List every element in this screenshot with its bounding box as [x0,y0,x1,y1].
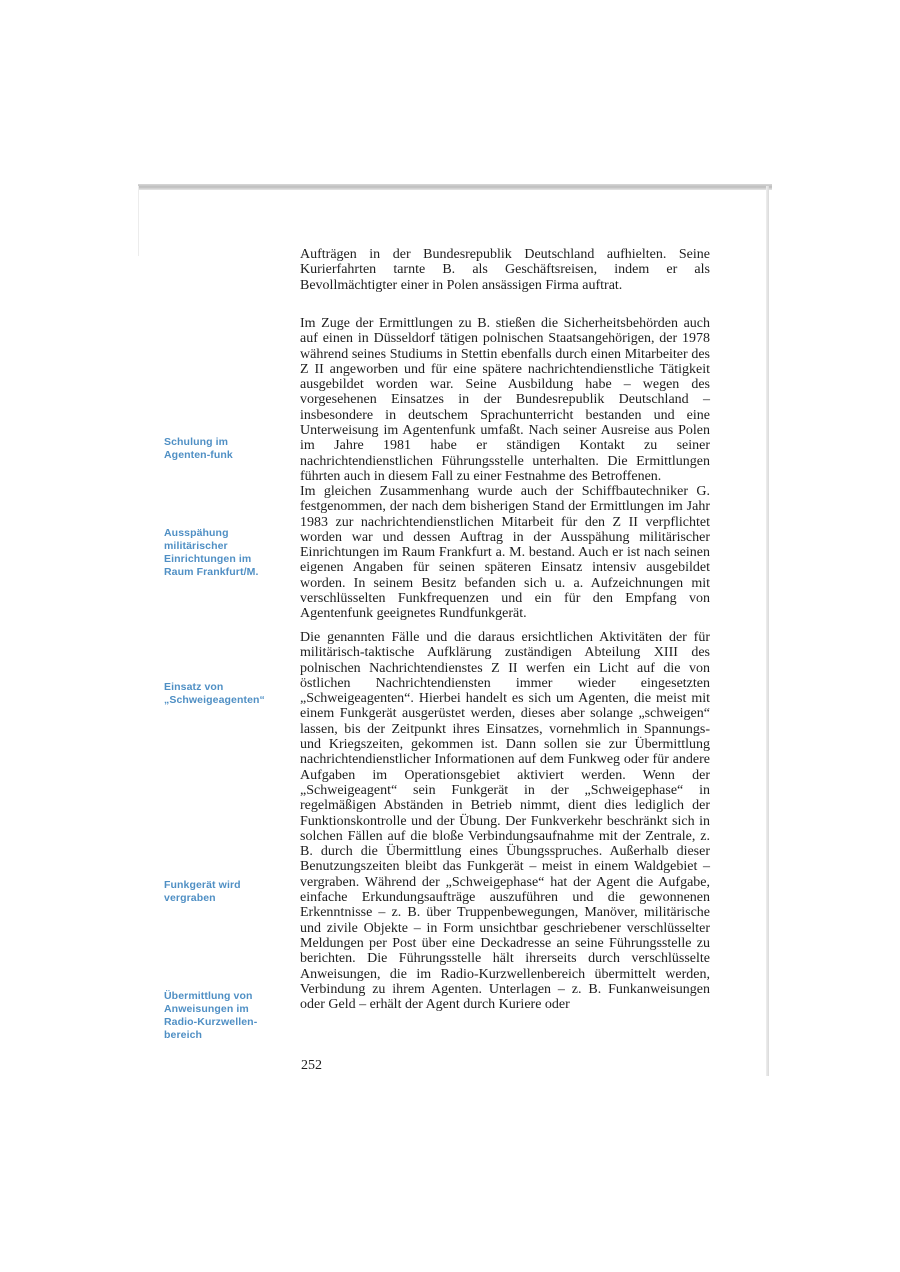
paragraph-text: Im Zuge der Ermittlungen zu B. stießen die Sicherheitsbehörden auch auf einen in Düsseldorf tätigen polnischen Staatsangehörigen, der 1978 während seines Studiums in Stettin ebenfalls durch einen Mitarbeiter des Z II angeworben und für eine spätere nachrichtendienstliche Tätigkeit ausgebildet worden war. Seine Ausbildung habe – wegen des vorgesehenen Einsatzes in der Bundesrepublik Deutschland – insbesondere in deutschem Sprachunterricht bestanden und eine Unterweisung im Agentenfunk umfaßt. Nach seiner Ausreise aus Polen im Jahre 1981 habe er ständigen Kontakt zu seiner nachrichtendienstlichen Führungsstelle unterhalten. Die Ermittlungen führten auch in diesem Fall zu einer Festnahme des Betroffenen. [300,316,710,484]
page-number: 252 [301,1058,322,1073]
paragraph-text: Die genannten Fälle und die daraus ersichtlichen Aktivitäten der für militärisch-taktische Aufklärung zuständigen Abteilung XIII des polnischen Nachrichtendienstes Z II werfen ein Licht auf die von östlichen Nachrichtendiensten immer wieder eingesetzten „Schweigeagenten“. Hierbei handelt es sich um Agenten, die meist mit einem Funkgerät ausgerüstet werden, dieses aber solange „schweigen“ lassen, bis der Zeitpunkt ihres Einsatzes, vornehmlich in Spannungs- und Kriegszeiten, gekommen ist. Dann sollen sie zur Übermittlung nachrichtendienstlicher Informationen auf dem Funkweg oder für andere Aufgaben im Operationsgebiet aktiviert werden. Wenn der „Schweigeagent“ sein Funkgerät in der „Schweigephase“ in regelmäßigen Abständen in Betrieb nimmt, dient dies lediglich der Funktionskontrolle und der Übung. Der Funkverkehr beschränkt sich in solchen Fällen auf die bloße Verbindungsaufnahme mit der Zentrale, z. B. durch die Übermittlung eines Übungsspruches. Außerhalb dieser Benutzungszeiten bleibt das Funkgerät – meist in einem Waldgebiet – vergraben. Während der „Schweigephase“ hat der Agent die Aufgabe, einfache Erkundungsaufträge auszuführen und die gewonnenen Erkenntnisse – z. B. über Truppenbewegungen, Manöver, militärische und zivile Objekte – in Form unsichtbar geschriebener verschlüsselter Meldungen per Post über eine Deckadresse an seine Führungsstelle zu berichten. Die Führungsstelle hält ihrerseits durch verschlüsselte Anweisungen, die im Radio-Kurzwellenbereich übermittelt werden, Verbindung zu ihrem Agenten. Unterlagen – z. B. Funkanweisungen oder Geld – erhält der Agent durch Kuriere oder [300,630,710,1013]
paragraph-3 [300,484,710,622]
paragraph-2 [300,316,710,484]
page-top-edge [138,184,772,190]
paragraph-text: Im gleichen Zusammenhang wurde auch der Schiffbautechniker G. festgenommen, der nach dem bisherigen Stand der Ermittlungen im Jahr 1983 zur nachrichtendienstlichen Mitarbeit für den Z II verpflichtet worden war und dessen Auftrag in der Ausspähung militärischer Einrichtungen im Raum Frankfurt a. M. bestand. Auch er ist nach seinen eigenen Angaben für seinen späteren Einsatz intensiv ausgebildet worden. In seinem Besitz befanden sich u. a. Aufzeichnungen mit verschlüsselten Funkfrequenzen und ein für den Empfang von Agentenfunk geeignetes Rundfunkgerät. [300,484,710,622]
margin-note-ausspaehung: Ausspähung militärischer Einrichtungen im Raum Frankfurt/M. [164,527,259,578]
paragraph-text: Aufträgen in der Bundesrepublik Deutschland aufhielten. Seine Kurierfahrten tarnte B. als Geschäftsreisen, indem er als Bevollmächtigter einer in Polen ansässigen Firma auftrat. [300,247,710,293]
margin-note-agentenfunk: Schulung im Agenten-funk [164,436,233,461]
page-left-edge [138,186,139,256]
paragraph-4 [300,630,710,1012]
margin-note-funkgeraet: Funkgerät wird vergraben [164,879,241,904]
paragraph-1 [300,247,710,293]
page-right-edge [766,186,769,1076]
margin-note-uebermittlung: Übermittlung von Anweisungen im Radio-Kurzwellen-bereich [164,990,258,1041]
margin-note-schweigeagenten: Einsatz von „Schweigeagenten“ [164,681,265,706]
